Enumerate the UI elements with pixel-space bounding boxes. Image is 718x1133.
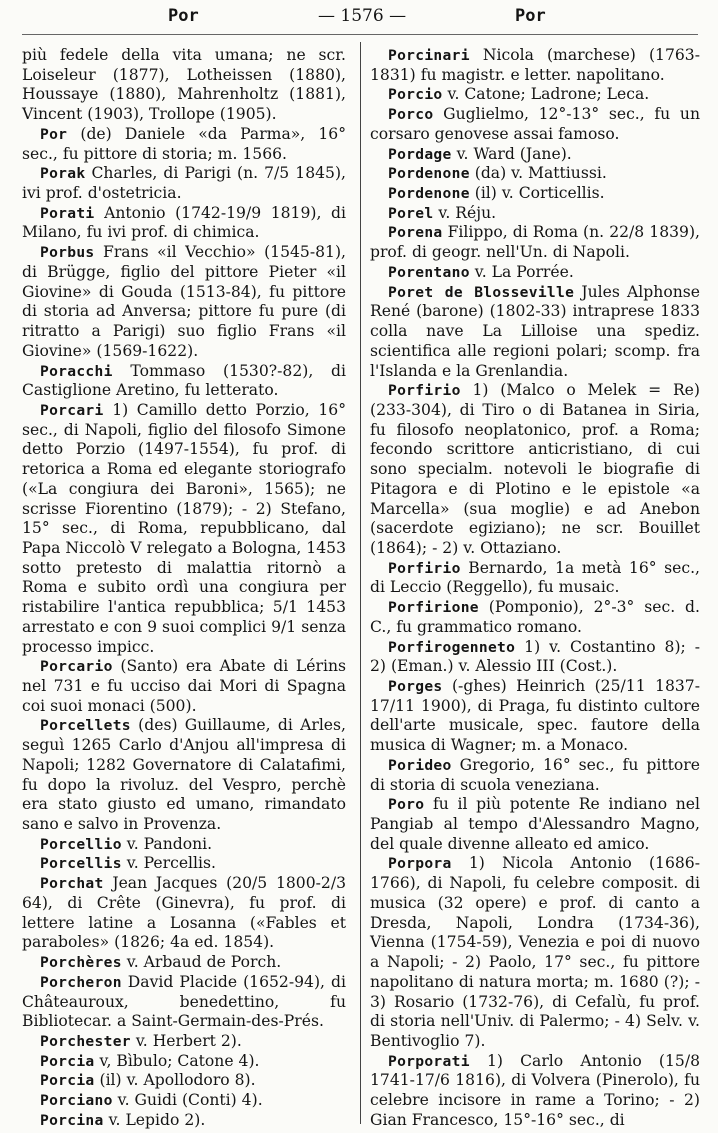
entry-text: v. Pandoni. <box>121 834 213 853</box>
entry-headword: Porchat <box>40 875 104 893</box>
entry-text: (-ghes) Heinrich (25/11 1837-17/11 1900), di Praga, fu distinto cultore dell'arte musicale, spec. fautore della musica di Wagner; m. a Monaco. <box>370 677 700 755</box>
entry-text: v. Lepido 2). <box>103 1110 206 1129</box>
dictionary-entry <box>22 401 346 657</box>
dictionary-entry <box>370 795 700 854</box>
entry-headword: Porpora <box>388 855 452 873</box>
header-rule <box>22 34 698 35</box>
entry-headword: Porco <box>388 106 434 124</box>
entry-text: v. Percellis. <box>121 854 216 873</box>
dictionary-entry <box>22 1091 346 1111</box>
entry-text: 1) (Malco o Melek = Re) (233-304), di Tiro o di Batanea in Siria, fu filosofo neoplatonico, prof. a Roma; fecondo scrittore anticristiano, di cui sono specialm. notevoli le biografie di Pitagora e di Plotino e le epistole «a Marcella» (sua moglie) e ad Anebon (sacerdote egiziano); ne scr. Bouillet (1864); - 2) v. Ottaziano. <box>370 381 700 557</box>
dictionary-entry <box>22 1111 346 1131</box>
dictionary-entry <box>370 204 700 224</box>
dictionary-entry <box>22 164 346 203</box>
entry-text: 1) v. Costantino 8); - 2) (Eman.) v. Alessio III (Cost.). <box>370 637 700 676</box>
entry-text: Antonio (1742-19/9 1819), di Milano, fu ivi prof. di chimica. <box>22 203 346 242</box>
header-left-keyword: Por <box>168 6 199 26</box>
entry-headword: Poret de Blosseville <box>388 283 575 301</box>
entry-continuation <box>22 46 346 125</box>
dictionary-entry <box>22 125 346 164</box>
entry-headword: Porchères <box>40 954 122 972</box>
dictionary-entry <box>370 46 700 85</box>
dictionary-entry <box>22 243 346 361</box>
dictionary-entry <box>370 105 700 144</box>
entry-headword: Porfirio <box>388 559 461 577</box>
entry-text: più fedele della vita umana; ne scr. Loiseleur (1877), Lotheissen (1880), Houssaye (1880), Mahrenholtz (1881), Vincent (1903), Trollope (1905). <box>22 46 346 124</box>
dictionary-entry <box>370 1052 700 1131</box>
entry-text: (da) v. Mattiussi. <box>469 164 607 183</box>
entry-text: Tommaso (1530?-82), di Castiglione Aretino, fu letterato. <box>22 361 346 400</box>
right-column <box>370 46 700 1131</box>
dictionary-entry <box>370 854 700 1051</box>
entry-text: (Pomponio), 2°-3° sec. d. C., fu grammatico romano. <box>370 598 700 636</box>
entry-headword: Porcheron <box>40 973 122 991</box>
entry-headword: Porak <box>40 165 86 183</box>
entry-headword: Porges <box>388 678 443 695</box>
entry-text: v. Arbaud de Porch. <box>121 953 282 972</box>
dictionary-entry <box>370 756 700 795</box>
dictionary-entry <box>370 598 700 637</box>
entry-text: Charles, di Parigi (n. 7/5 1845), ivi prof. d'ostetricia. <box>22 164 346 203</box>
dictionary-entry <box>22 973 346 1032</box>
header-right-keyword: Por <box>515 6 546 26</box>
entry-headword: Porfirio <box>388 382 461 400</box>
entry-headword: Pordage <box>388 145 452 163</box>
entry-text: v. Catone; Ladrone; Leca. <box>442 85 650 104</box>
entry-headword: Porideo <box>388 756 452 774</box>
entry-text: (il) v. Corticellis. <box>469 184 605 203</box>
dictionary-entry <box>22 1052 346 1072</box>
entry-text: Guglielmo, 12°-13° sec., fu un corsaro genovese assai famoso. <box>370 105 700 143</box>
entry-headword: Porel <box>388 204 434 222</box>
entry-headword: Porcellets <box>40 717 131 735</box>
entry-headword: Porcio <box>388 86 443 104</box>
dictionary-entry <box>22 204 346 243</box>
entry-text: 1) Nicola Antonio (1686-1766), di Napoli, fu celebre composit. di musica (32 opere) e prof. di canto a Dresda, Napoli, Londra (1734-36), Vienna (1754-59), Venezia e poi di nuovo a Napoli; - 2) Paolo, 17° sec., fu pittore napolitano di natura morta; m. 1680 (?); - 3) Rosario (1732-76), di Cefalù, fu prof. di storia nell'Univ. di Palermo; - 4) Selv. v. Bentivoglio 7). <box>370 854 700 1050</box>
dictionary-entry <box>22 362 346 401</box>
entry-headword: Porcina <box>40 1111 104 1129</box>
entry-headword: Porbus <box>40 244 95 262</box>
entry-headword: Pordenone <box>388 185 470 203</box>
dictionary-entry <box>22 874 346 953</box>
entry-text: (il) v. Apollodoro 8). <box>94 1071 256 1090</box>
dictionary-entry <box>370 559 700 598</box>
dictionary-entry <box>370 85 700 105</box>
dictionary-entry <box>370 677 700 756</box>
dictionary-entry <box>22 835 346 855</box>
dictionary-entry <box>370 223 700 262</box>
entry-text: v. Herbert 2). <box>130 1031 242 1050</box>
entry-text: Gregorio, 16° sec., fu pittore di storia di scuola veneziana. <box>370 755 700 794</box>
dictionary-entry <box>370 638 700 677</box>
entry-headword: Porcinari <box>388 47 470 64</box>
entry-text: 1) Camillo detto Porzio, 16° sec., di Napoli, figlio del filosofo Simone detto Porzio (1497-1554), fu prof. di retorica a Roma ed elegante storiografo («La congiura dei Baroni», 1565); ne scrisse Fiorentino (1879); - 2) Stefano, 15° sec., di Roma, repubblicano, dal Papa Niccolò V relegato a Bologna, 1453 sotto pretesto di malattia ritornò a Roma e subito ordì una congiura per ristabilire l'antica repubblica; 5/1 1453 arrestato e con 9 suoi complici 9/1 senza processo impicc. <box>22 400 346 656</box>
entry-text: v. Ward (Jane). <box>451 144 572 163</box>
entry-headword: Poro <box>388 796 425 814</box>
entry-headword: Porcari <box>40 401 104 419</box>
entry-headword: Porfirione <box>388 599 479 617</box>
entry-text: Jules Alphonse René (barone) (1802-33) intraprese 1833 colla nave La Lilloise una spediz. scientifica alle regioni polari; scomp. fra l'Islanda e la Grenlandia. <box>370 282 700 380</box>
running-header <box>0 6 718 32</box>
entry-text: Bernardo, 1a metà 16° sec., di Leccio (Reggello), fu musaic. <box>370 558 700 597</box>
entry-headword: Porcellio <box>40 835 122 853</box>
dictionary-entry <box>22 657 346 716</box>
entry-text: (Santo) era Abate di Lérins nel 731 e fu ucciso dai Mori di Spagna coi suoi monaci (500). <box>22 657 346 715</box>
dictionary-entry <box>22 953 346 973</box>
entry-headword: Porcellis <box>40 855 122 873</box>
dictionary-entry <box>370 184 700 204</box>
entry-headword: Pordenone <box>388 165 470 183</box>
dictionary-entry <box>22 854 346 874</box>
entry-headword: Porcia <box>40 1072 95 1090</box>
column-divider <box>360 42 361 1124</box>
entry-headword: Porfirogenneto <box>388 638 516 656</box>
entry-headword: Porchester <box>40 1032 131 1050</box>
entry-text: v. La Porrée. <box>469 262 574 281</box>
entry-text: Filippo, di Roma (n. 22/8 1839), prof. di geogr. nell'Un. di Napoli. <box>370 223 700 262</box>
entry-text: v. Guidi (Conti) 4). <box>112 1091 263 1110</box>
entry-headword: Porena <box>388 224 443 242</box>
entry-headword: Porati <box>40 204 95 222</box>
entry-headword: Por <box>40 125 68 143</box>
entry-headword: Porcario <box>40 658 113 676</box>
left-column <box>22 46 346 1131</box>
entry-text: fu il più potente Re indiano nel Pangiab al tempo d'Alessandro Magno, del quale divenne alleato ed amico. <box>370 795 700 853</box>
entry-text: (de) Daniele «da Parma», 16° sec., fu pittore di storia; m. 1566. <box>22 124 346 163</box>
dictionary-entry <box>370 283 700 382</box>
dictionary-entry <box>22 716 346 834</box>
dictionary-entry <box>370 145 700 165</box>
dictionary-entry <box>22 1032 346 1052</box>
entry-text: v. Réju. <box>433 203 497 222</box>
entry-text: v, Bìbulo; Catone 4). <box>94 1051 260 1070</box>
dictionary-entry <box>370 164 700 184</box>
dictionary-entry <box>370 263 700 283</box>
entry-headword: Porentano <box>388 263 470 281</box>
entry-headword: Porporati <box>388 1052 470 1070</box>
entry-text: Frans «il Vecchio» (1545-81), di Brügge, figlio del pittore Pieter «il Giovine» di Gouda (1513-84), fu pittore di storia ad Anversa; pittore fu pure (di ritratto a Parigi) suo figlio Frans «il Giovine» (1569-1622). <box>22 243 346 360</box>
entry-headword: Porcia <box>40 1052 95 1070</box>
entry-text: David Placide (1652-94), di Châteauroux, benedettino, fu Bibliotecar. a Saint-Germain-des-Prés. <box>22 972 346 1031</box>
entry-text: 1) Carlo Antonio (15/8 1741-17/6 1816), di Volvera (Pinerolo), fu celebre incisore in rame a Torino; - 2) Gian Francesco, 15°-16° sec., di <box>370 1051 700 1129</box>
entry-headword: Porciano <box>40 1092 113 1110</box>
entry-text: (des) Guillaume, di Arles, seguì 1265 Carlo d'Anjou all'impresa di Napoli; 1282 Governatore di Calatafimi, fu dopo la rivoluz. del Vespro, perchè era stato giusto ed umano, rimandato sano e salvo in Provenza. <box>22 716 346 834</box>
dictionary-entry <box>22 1071 346 1091</box>
entry-text: Nicola (marchese) (1763-1831) fu magistr. e letter. napolitano. <box>370 46 700 84</box>
dictionary-entry <box>370 381 700 558</box>
page-number: — 1576 — <box>318 6 407 26</box>
entry-headword: Poracchi <box>40 362 113 380</box>
entry-text: Jean Jacques (20/5 1800-2/3 64), di Crête (Ginevra), fu prof. di lettere latine a Losanna («Fables et paraboles» (1826; 4a ed. 1854). <box>22 874 346 952</box>
